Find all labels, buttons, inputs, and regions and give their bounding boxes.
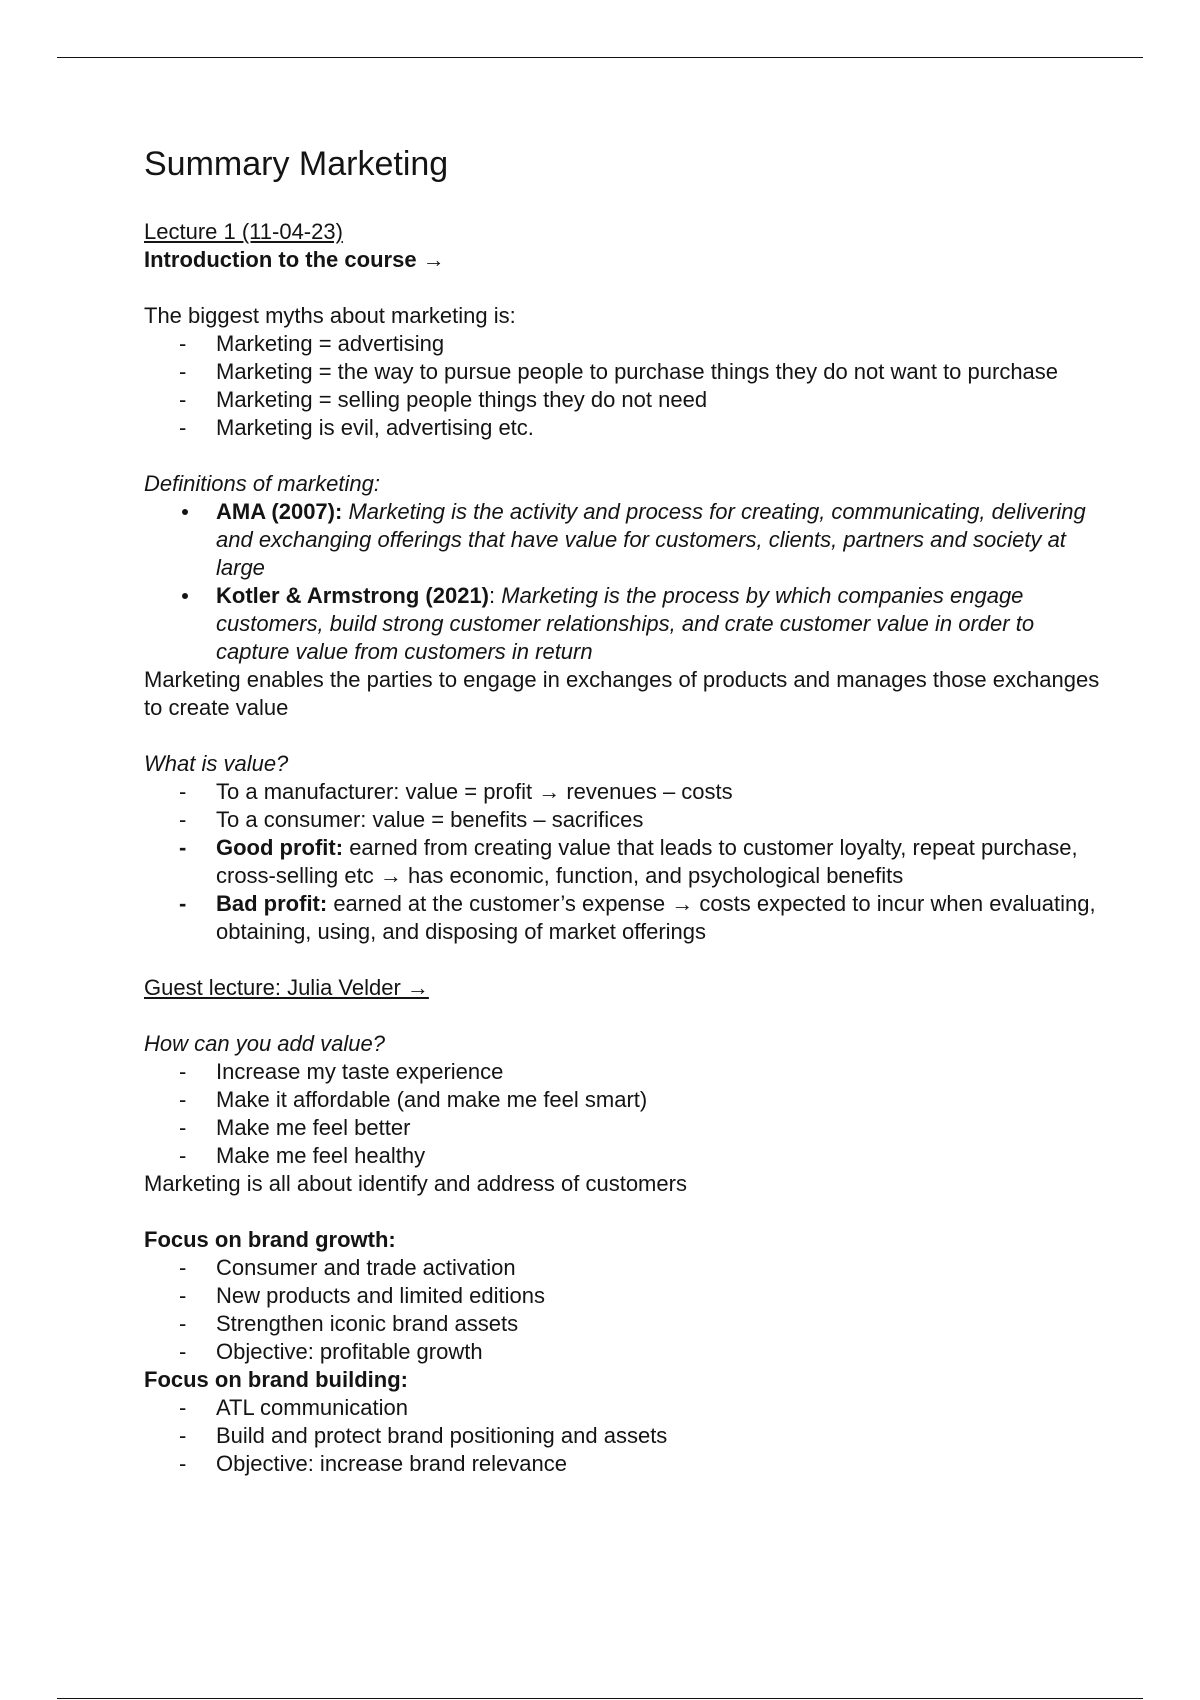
list-item: - New products and limited editions	[179, 1283, 545, 1308]
dash-marker: -	[179, 779, 187, 804]
brand-growth-heading: Focus on brand growth:	[144, 1227, 396, 1252]
dash-marker: -	[179, 1395, 187, 1420]
dash-marker: -	[179, 891, 187, 916]
add-value-lead: How can you add value?	[144, 1031, 385, 1056]
definition-text: Marketing is the activity and process for creating, communicating, delivering and exchanging offerings that have value for customers, clients, partners and society at large	[216, 499, 1086, 580]
list-item: - Objective: profitable growth	[179, 1339, 483, 1364]
list-item: - Marketing = advertising	[179, 331, 445, 356]
list-item: Kotler & Armstrong (2021): Marketing is the process by which companies engage customers, build strong customer relationships, and crate customer value in order to capture value from customers in return	[216, 583, 1035, 664]
lecture-heading: Lecture 1 (11-04-23)	[144, 219, 343, 244]
list-item: - Marketing is evil, advertising etc.	[179, 415, 534, 440]
brand-growth-list	[144, 1254, 1104, 1366]
page-top-rule	[57, 57, 1143, 58]
dash-marker: -	[179, 1059, 187, 1084]
page-bottom-rule	[57, 1698, 1143, 1699]
list-item: - Objective: increase brand relevance	[179, 1451, 567, 1476]
list-item: - Consumer and trade activation	[179, 1255, 516, 1280]
brand-building-heading: Focus on brand building:	[144, 1367, 408, 1392]
dash-marker: -	[179, 1423, 187, 1448]
page-title: Summary Marketing	[144, 145, 449, 183]
add-value-list	[144, 1058, 1104, 1170]
definition-text: Marketing is the process by which companies engage customers, build strong customer relationships, and crate customer value in order to capture value from customers in return	[216, 583, 1035, 664]
definition-source: AMA (2007):	[216, 499, 343, 524]
dash-marker: -	[179, 1143, 187, 1168]
list-item	[144, 498, 1104, 582]
list-item: - To a manufacturer: value = profit → revenues – costs	[179, 779, 733, 804]
brand-building-list	[144, 1394, 1104, 1478]
dash-marker: -	[179, 1255, 187, 1280]
list-item: - Make it affordable (and make me feel smart)	[179, 1087, 648, 1112]
list-item: - Build and protect brand positioning and assets	[179, 1423, 668, 1448]
dash-marker: -	[179, 1283, 187, 1308]
list-item: - Make me feel healthy	[179, 1143, 426, 1168]
dash-marker: -	[179, 1451, 187, 1476]
definitions-lead: Definitions of marketing:	[144, 471, 380, 496]
list-item: - To a consumer: value = benefits – sacrifices	[179, 807, 644, 832]
list-item: - Strengthen iconic brand assets	[179, 1311, 519, 1336]
dash-marker: -	[179, 359, 187, 384]
dash-marker: -	[179, 1339, 187, 1364]
list-item: - Make me feel better	[179, 1115, 411, 1140]
intro-heading: Introduction to the course →	[144, 247, 445, 272]
myths-list	[144, 330, 1104, 442]
list-item: - Increase my taste experience	[179, 1059, 504, 1084]
myths-lead: The biggest myths about marketing is:	[144, 303, 516, 328]
list-item: - Good profit: earned from creating value that leads to customer loyalty, repeat purchase, cross-selling etc → has economic, function, and psychological benefits	[179, 835, 1078, 888]
definitions-list	[144, 498, 1104, 666]
good-profit-label: Good profit:	[216, 835, 344, 860]
dash-marker: -	[179, 387, 187, 412]
value-list	[144, 778, 1104, 946]
dash-marker: -	[179, 1311, 187, 1336]
definitions-closing: Marketing enables the parties to engage in exchanges of products and manages those exchanges to create value	[144, 667, 1100, 720]
value-lead: What is value?	[144, 751, 289, 776]
guest-closing: Marketing is all about identify and address of customers	[144, 1171, 687, 1196]
guest-heading: Guest lecture: Julia Velder →	[144, 975, 429, 1000]
dash-marker: -	[179, 1087, 187, 1112]
list-item: - Bad profit: earned at the customer’s expense → costs expected to incur when evaluating, obtaining, using, and disposing of market offerings	[179, 891, 1096, 944]
definition-source: Kotler & Armstrong (2021)	[216, 583, 490, 608]
list-item: - Marketing = selling people things they do not need	[179, 387, 708, 412]
dash-marker: -	[179, 331, 187, 356]
list-item: - ATL communication	[179, 1395, 408, 1420]
dash-marker: -	[179, 835, 187, 860]
list-item: - Marketing = the way to pursue people to purchase things they do not want to purchase	[179, 359, 1059, 384]
dash-marker: -	[179, 1115, 187, 1140]
dash-marker: -	[179, 415, 187, 440]
bad-profit-label: Bad profit:	[216, 891, 328, 916]
document-body	[144, 142, 1104, 1478]
dash-marker: -	[179, 807, 187, 832]
